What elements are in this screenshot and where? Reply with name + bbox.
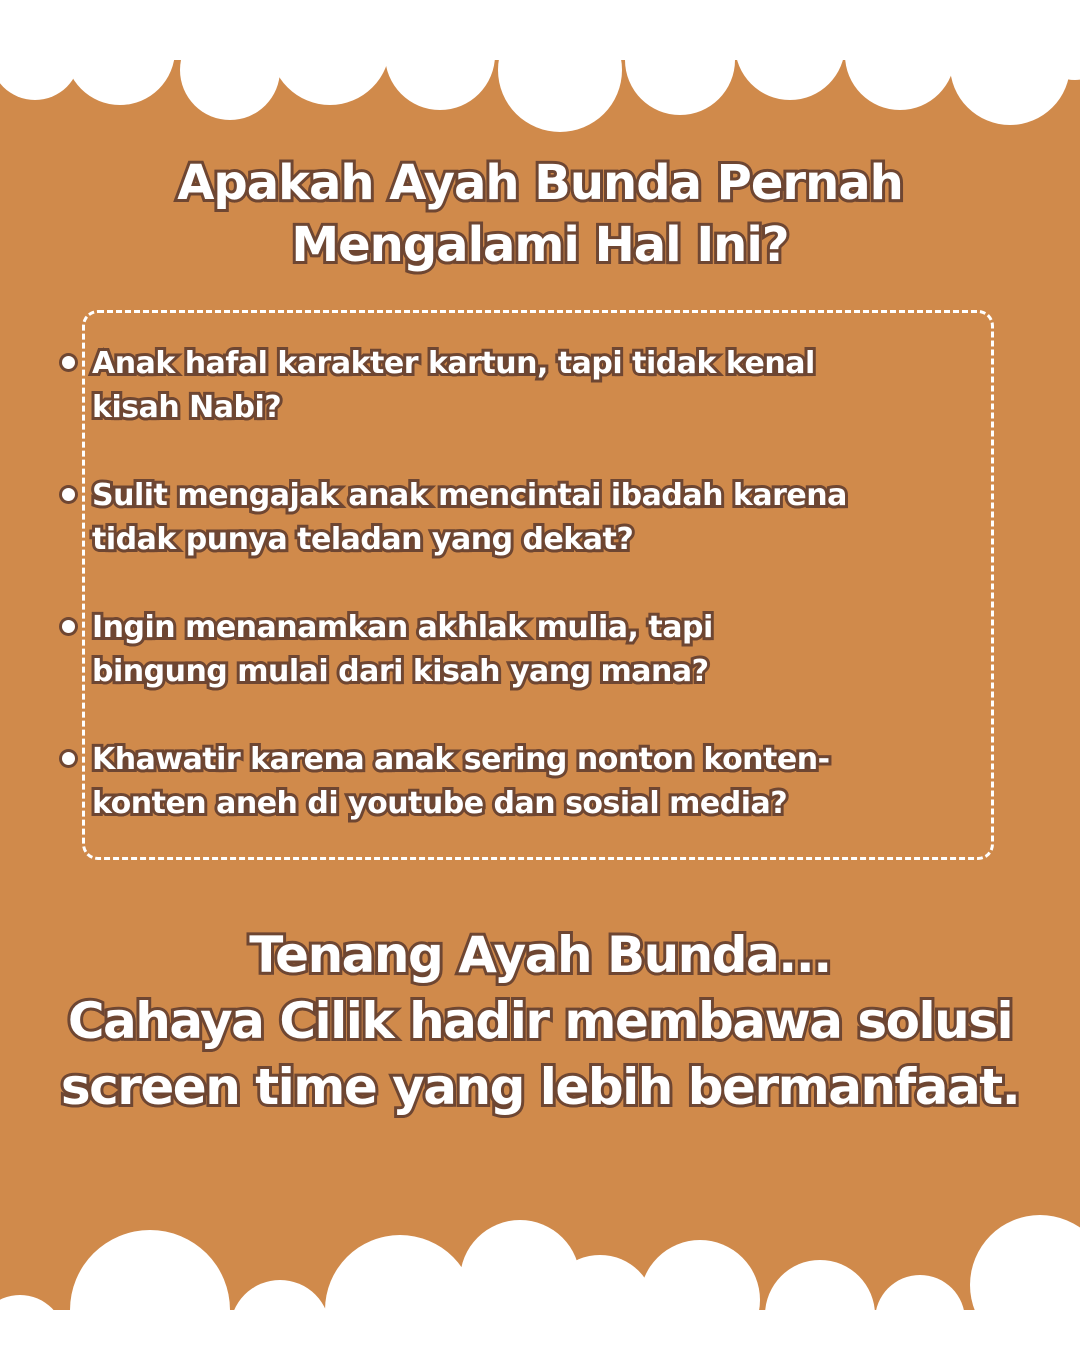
problem-item — [92, 606, 882, 694]
problem-text-line-1: Ingin menanamkan akhlak mulia, tapi — [92, 610, 713, 645]
problem-text-line-2: bingung mulai dari kisah yang mana? — [92, 654, 709, 689]
problem-item — [92, 474, 882, 562]
problem-item — [92, 342, 882, 430]
problem-text-line-2: kisah Nabi? — [92, 390, 282, 425]
problem-text-line-2: tidak punya teladan yang dekat? — [92, 522, 634, 557]
closing-line-3: screen time yang lebih bermanfaat. — [60, 1058, 1020, 1116]
problem-text-line-2: konten aneh di youtube dan sosial media? — [92, 786, 788, 821]
top-cloud-border — [0, 0, 1080, 140]
problem-text-line-1: Anak hafal karakter kartun, tapi tidak kenal — [92, 346, 815, 381]
problem-item — [92, 738, 882, 826]
bullet-icon — [62, 752, 75, 765]
headline-line-1: Apakah Ayah Bunda Pernah — [177, 155, 903, 211]
headline — [0, 152, 1080, 276]
closing-line-2: Cahaya Cilik hadir membawa solusi — [67, 992, 1013, 1050]
problem-text-line-1: Sulit mengajak anak mencintai ibadah karena — [92, 478, 847, 513]
bullet-icon — [62, 620, 75, 633]
closing-line-1: Tenang Ayah Bunda... — [249, 926, 831, 984]
closing-message — [0, 922, 1080, 1120]
headline-line-2: Mengalami Hal Ini? — [291, 217, 789, 273]
bullet-icon — [62, 356, 75, 369]
bullet-icon — [62, 488, 75, 501]
bottom-cloud-border — [0, 1200, 1080, 1350]
problem-text-line-1: Khawatir karena anak sering nonton konten- — [92, 742, 830, 777]
